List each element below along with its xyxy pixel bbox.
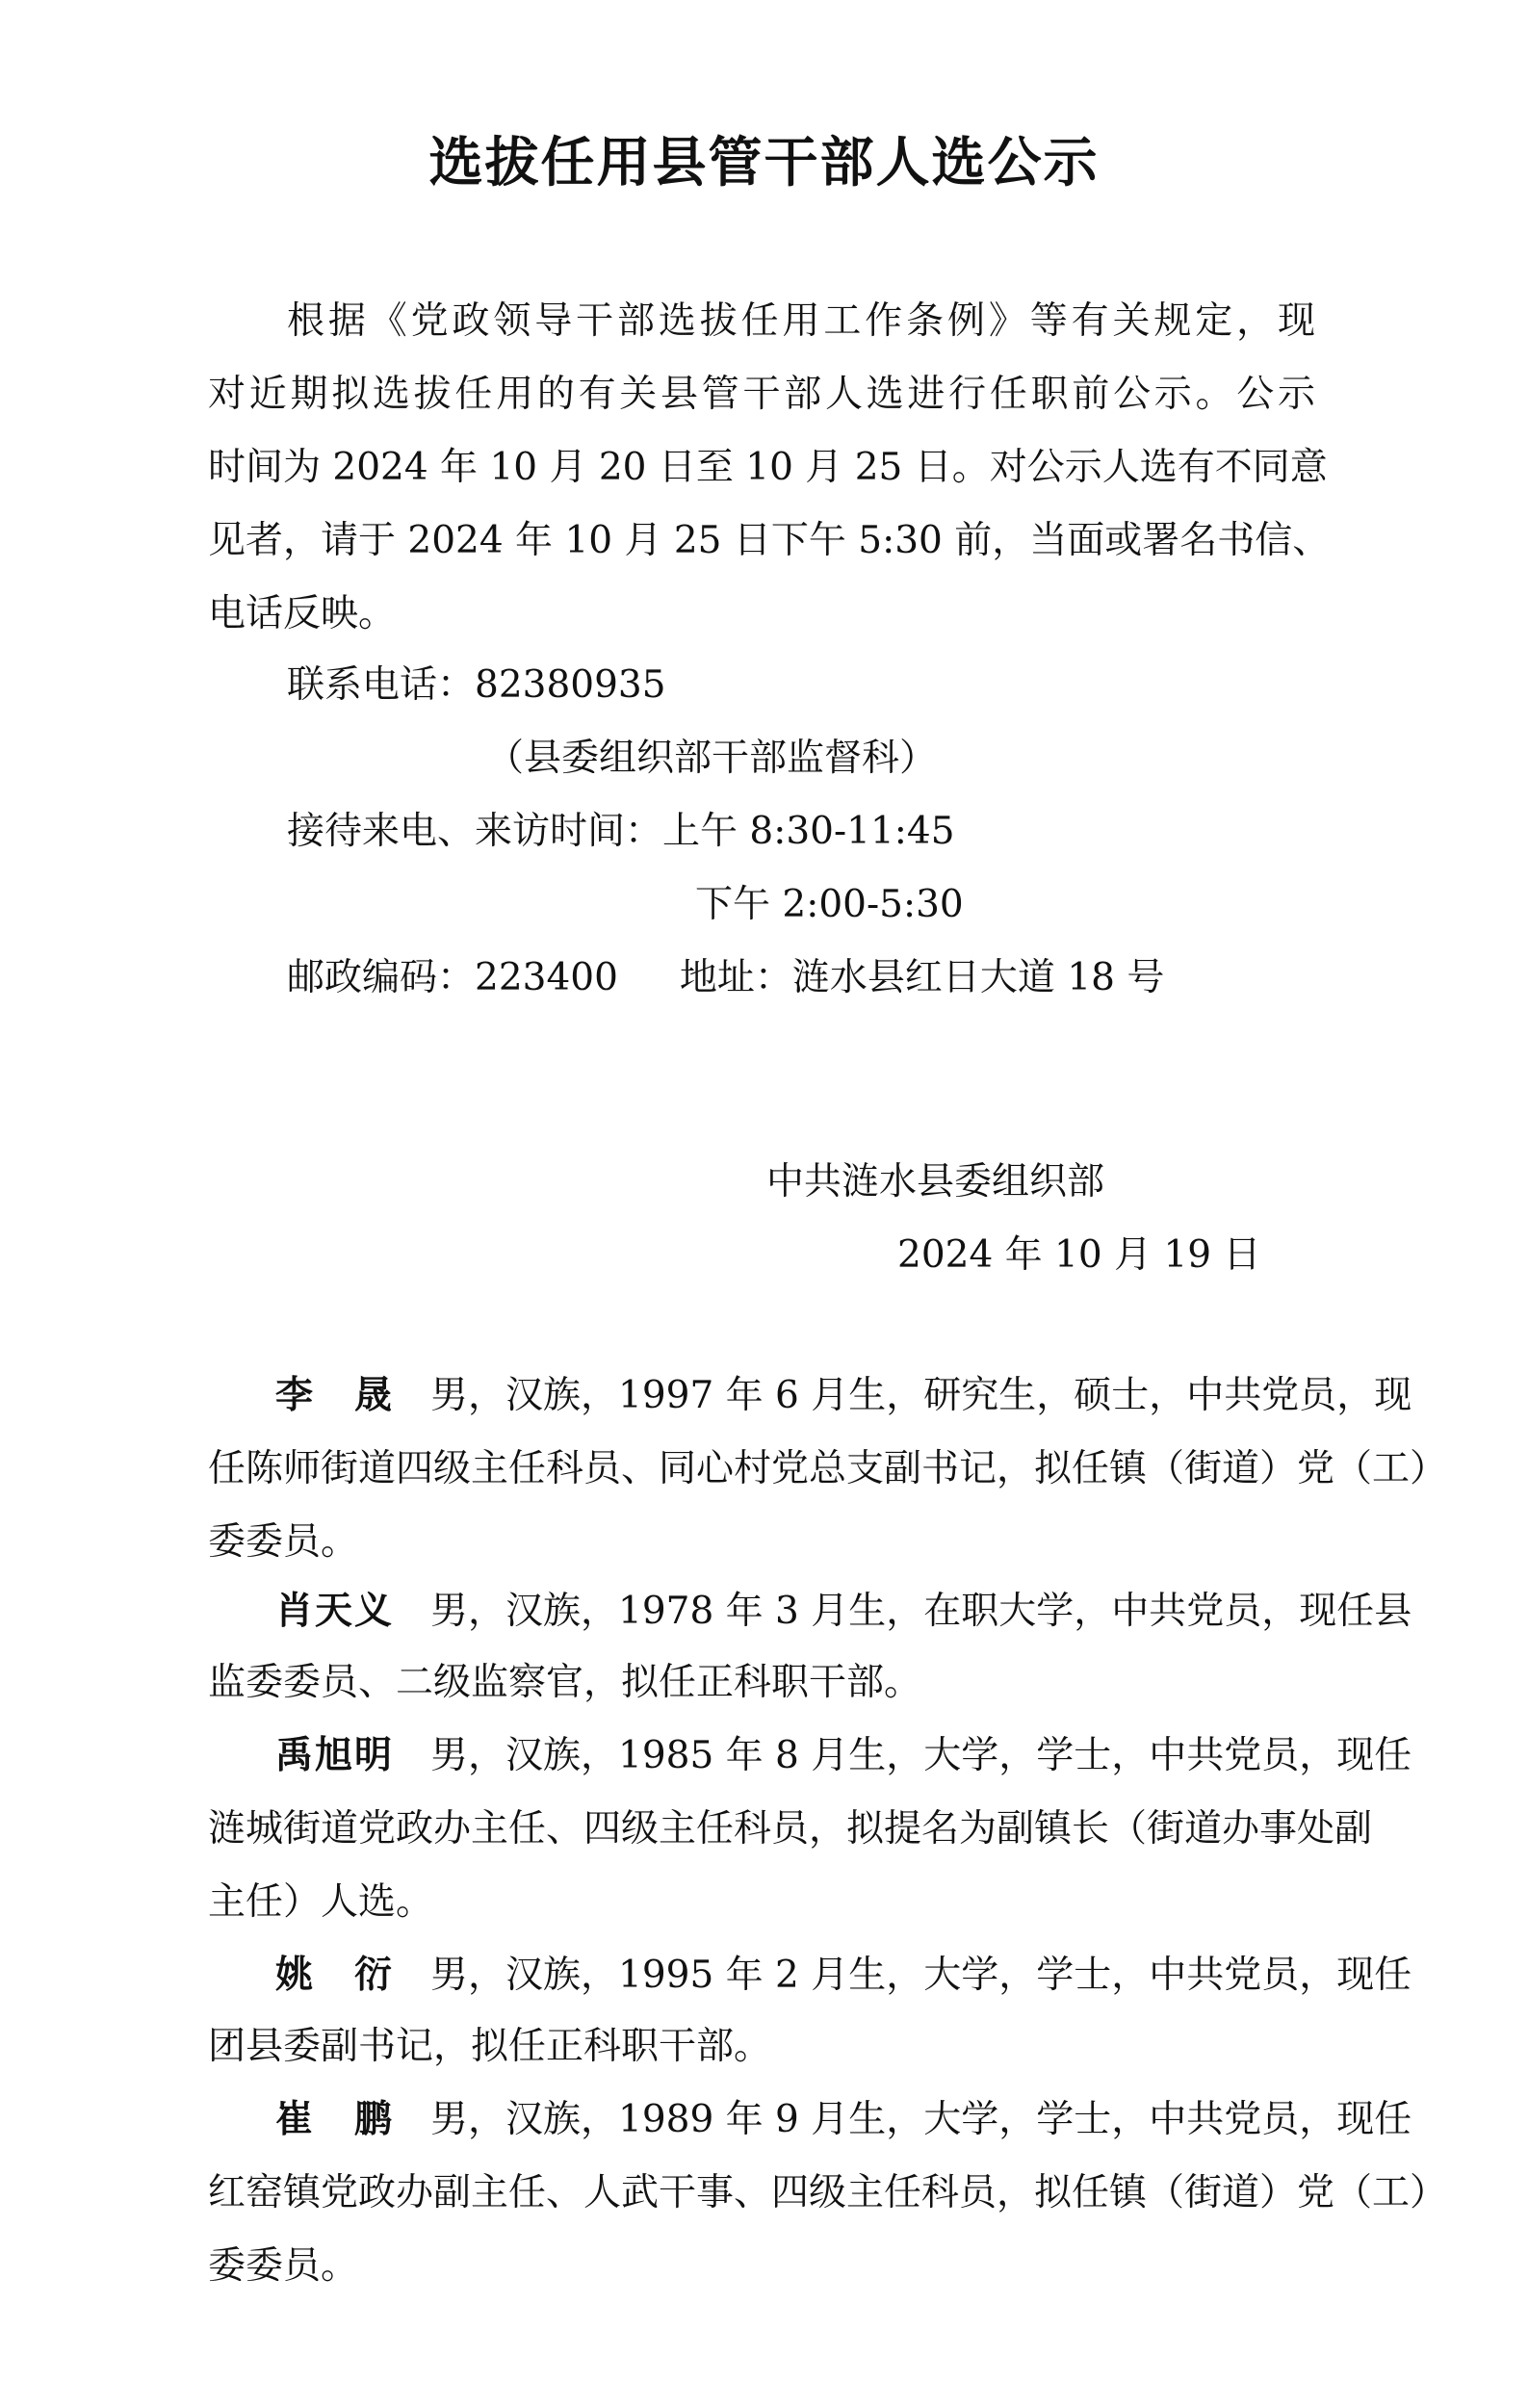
intro-line: 根据《党政领导干部选拔任用工作条例》等有关规定，现 (287, 299, 1315, 343)
candidate-first-line (275, 1369, 1412, 1423)
intro-line: 时间为 2024 年 10 月 20 日至 10 月 25 日。对公示人选有不同意 (208, 446, 1328, 489)
candidate-line: 主任）人选。 (208, 1880, 434, 1924)
postcode-label: 邮政编码： (287, 956, 476, 999)
candidate-line: 红窑镇党政办副主任、人武干事、四级主任科员，拟任镇（街道）党（工） (208, 2171, 1448, 2214)
postcode-address-row (287, 951, 1164, 1005)
reception-hours-row (287, 805, 955, 859)
intro-line: 电话反映。 (208, 592, 397, 635)
candidate-line: 委委员。 (208, 2244, 359, 2288)
candidate-line: 涟城街道党政办主任、四级主任科员，拟提名为副镇长（街道办事处副 (208, 1807, 1373, 1851)
intro-line: 见者，请于 2024 年 10 月 25 日下午 5:30 前，当面或署名书信、 (208, 519, 1331, 562)
phone-number: 82380935 (475, 663, 666, 707)
candidate-name: 姚 衍 (275, 1954, 395, 1997)
candidate-info: 男，汉族，1997 年 6 月生，研究生，硕士，中共党员，现 (430, 1374, 1412, 1417)
candidate-line: 监委委员、二级监察官，拟任正科职干部。 (208, 1661, 922, 1704)
address-label: 地址： (679, 956, 792, 999)
candidate-line: 任陈师街道四级主任科员、同心村党总支副书记，拟任镇（街道）党（工） (208, 1447, 1448, 1490)
candidate-info: 男，汉族，1985 年 8 月生，大学，学士，中共党员，现任 (430, 1734, 1412, 1777)
signature-date: 2024 年 10 月 19 日 (897, 1233, 1261, 1277)
candidate-name: 禹旭明 (275, 1734, 395, 1777)
candidate-line: 委委员。 (208, 1520, 359, 1564)
candidate-first-line (275, 2093, 1412, 2147)
contact-department: （县委组织部干部监督科） (486, 737, 938, 780)
signature-organization: 中共涟水县委组织部 (766, 1160, 1105, 1204)
candidate-info: 男，汉族，1989 年 9 月生，大学，学士，中共党员，现任 (430, 2098, 1412, 2141)
candidate-info: 男，汉族，1978 年 3 月生，在职大学，中共党员，现任县 (430, 1590, 1412, 1633)
hours-afternoon: 下午 2:00-5:30 (695, 883, 964, 926)
hours-label: 接待来电、来访时间： (287, 810, 663, 853)
candidate-first-line (275, 1729, 1412, 1783)
candidate-first-line (275, 1949, 1412, 2003)
candidate-line: 团县委副书记，拟任正科职干部。 (208, 2025, 772, 2068)
hours-morning: 上午 8:30-11:45 (662, 810, 955, 853)
contact-phone-row (287, 659, 666, 712)
candidate-name: 肖天义 (275, 1590, 395, 1633)
address-value: 涟水县红日大道 18 号 (791, 956, 1165, 999)
candidate-info: 男，汉族，1995 年 2 月生，大学，学士，中共党员，现任 (430, 1954, 1412, 1997)
page-title: 选拔任用县管干部人选公示 (428, 132, 1100, 194)
candidate-first-line (275, 1585, 1412, 1639)
candidate-name: 崔 鹏 (275, 2098, 395, 2141)
phone-label: 联系电话： (287, 663, 476, 707)
candidate-name: 李 晟 (275, 1374, 395, 1417)
postcode-value: 223400 (475, 956, 618, 999)
intro-line: 对近期拟选拔任用的有关县管干部人选进行任职前公示。公示 (208, 373, 1315, 416)
